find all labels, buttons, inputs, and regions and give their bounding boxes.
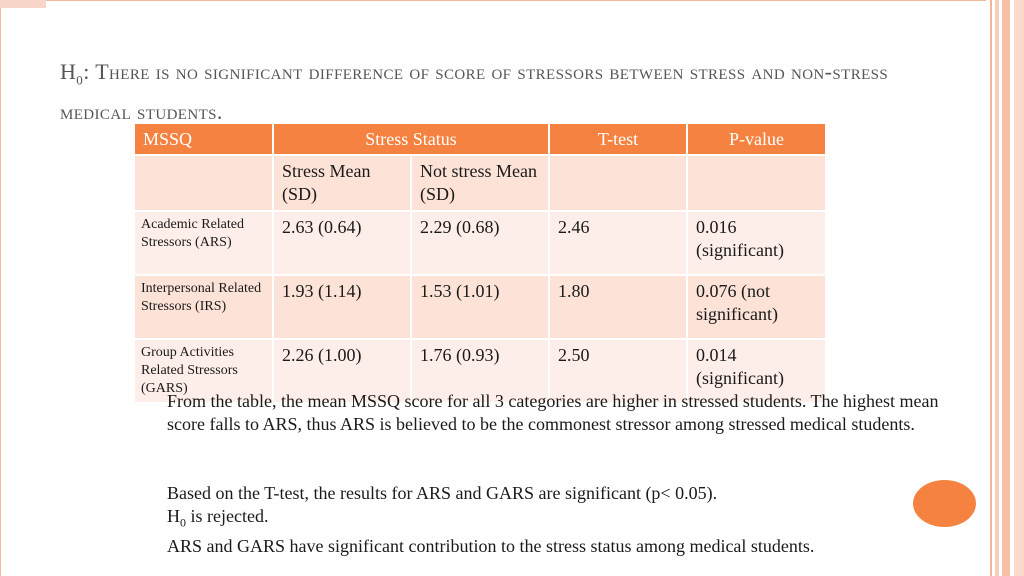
conclusion-paragraph bbox=[167, 482, 977, 558]
cell-not-stress: 1.76 (0.93) bbox=[411, 339, 549, 403]
subheader-stress: Stress Mean (SD) bbox=[273, 155, 411, 211]
row-category: Academic Related Stressors (ARS) bbox=[135, 211, 273, 275]
subheader-not-stress: Not stress Mean (SD) bbox=[411, 155, 549, 211]
frame-top-border bbox=[0, 0, 986, 1]
cell-p-value: 0.016 (significant) bbox=[687, 211, 826, 275]
header-p-value: P-value bbox=[687, 124, 826, 155]
stripe bbox=[1002, 0, 1010, 576]
subheader-cell bbox=[687, 155, 826, 211]
cell-stress: 2.63 (0.64) bbox=[273, 211, 411, 275]
title-subscript: 0 bbox=[76, 72, 84, 88]
row-category: Interpersonal Related Stressors (IRS) bbox=[135, 275, 273, 339]
header-stress-status: Stress Status bbox=[273, 124, 549, 155]
table-row bbox=[135, 275, 826, 339]
cell-stress: 1.93 (1.14) bbox=[273, 275, 411, 339]
header-mssq: MSSQ bbox=[135, 124, 273, 155]
cell-t-test: 2.50 bbox=[549, 339, 687, 403]
cell-not-stress: 1.53 (1.01) bbox=[411, 275, 549, 339]
slide-title bbox=[60, 56, 910, 128]
conclusion-line-2 bbox=[167, 505, 977, 535]
title-text: : There is no significant difference of score of stressors between stress and non-stress medical students. bbox=[60, 59, 889, 125]
conclusion-line-1: Based on the T-test, the results for ARS and GARS are significant (p< 0.05). bbox=[167, 483, 718, 503]
subheader-cell bbox=[549, 155, 687, 211]
cell-not-stress: 2.29 (0.68) bbox=[411, 211, 549, 275]
table-header-row bbox=[135, 124, 826, 155]
stripe bbox=[995, 0, 999, 576]
table-row bbox=[135, 211, 826, 275]
row-category: Group Activities Related Stressors (GARS) bbox=[135, 339, 273, 403]
cell-p-value: 0.014 (significant) bbox=[687, 339, 826, 403]
side-stripes bbox=[986, 0, 1024, 576]
subheader-cell bbox=[135, 155, 273, 211]
summary-text: From the table, the mean MSSQ score for all 3 categories are higher in stressed students. The highest mean score falls to ARS, thus ARS is believed to be the commonest stressor among stressed medical students. bbox=[167, 391, 939, 434]
title-h: H bbox=[60, 59, 77, 84]
stripe bbox=[990, 0, 992, 576]
rejected-text: is rejected. bbox=[186, 506, 269, 526]
cell-t-test: 2.46 bbox=[549, 211, 687, 275]
corner-decoration bbox=[0, 0, 46, 8]
summary-paragraph bbox=[167, 390, 977, 436]
cell-stress: 2.26 (1.00) bbox=[273, 339, 411, 403]
h-symbol: H bbox=[167, 506, 180, 526]
stressor-table bbox=[135, 124, 827, 404]
conclusion-line-3: ARS and GARS have significant contribution to the stress status among medical students. bbox=[167, 535, 815, 556]
cell-p-value: 0.076 (not significant) bbox=[687, 275, 826, 339]
orange-circle-decoration bbox=[913, 480, 976, 527]
cell-t-test: 1.80 bbox=[549, 275, 687, 339]
table-subheader-row bbox=[135, 155, 826, 211]
header-t-test: T-test bbox=[549, 124, 687, 155]
stripe bbox=[1014, 0, 1024, 576]
h-subscript: 0 bbox=[180, 515, 186, 530]
